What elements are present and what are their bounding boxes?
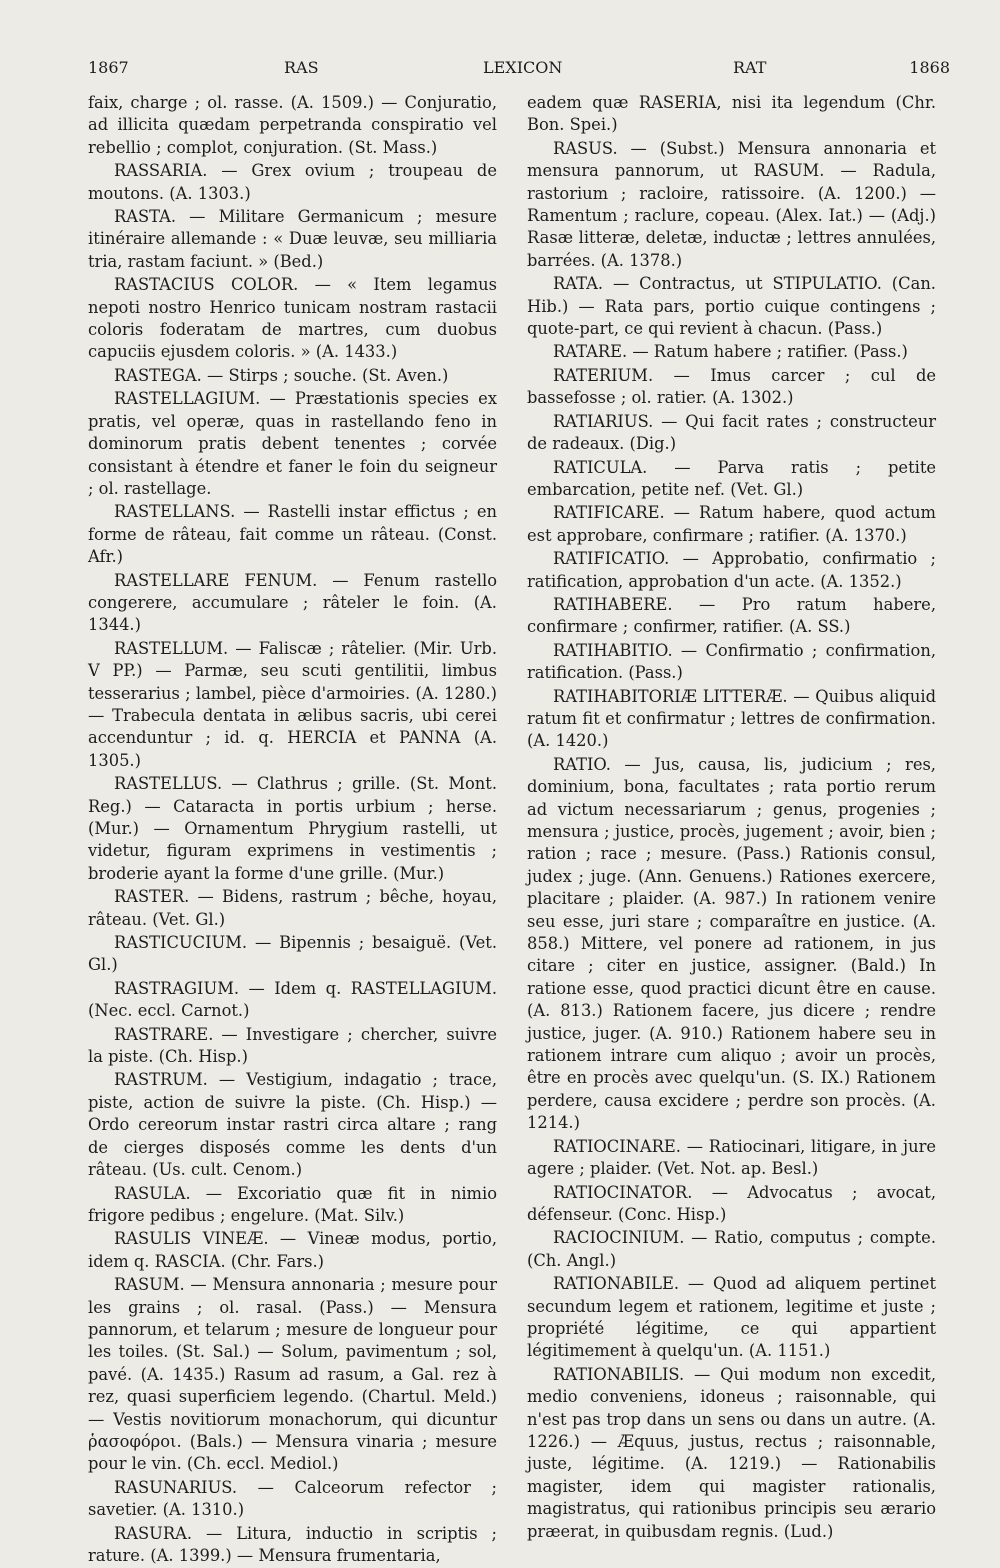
guide-word-right: RAT	[733, 58, 767, 77]
dictionary-entry: RATIONABILIS. — Qui modum non excedit, medio conveniens, idoneus ; raisonnable, qui n'est pas trop dans un sens ou dans un autre. (A. 1226.) — Æquus, justus, rectus ; raisonnable, juste, légitime. (A. 1219.) — Rationabilis magister, idem qui magister rationalis, magistratus, qui rationibus principis seu ærario præerat, in quibusdam regnis. (Lud.)	[527, 1364, 936, 1541]
right-column	[527, 92, 936, 1568]
dictionary-entry: eadem quæ RASERIA, nisi ita legendum (Chr. Bon. Spei.)	[527, 93, 936, 135]
left-column	[88, 92, 497, 1568]
page-number-right: 1868	[909, 58, 950, 77]
dictionary-entry: RASUS. — (Subst.) Mensura annonaria et mensura pannorum, ut RASUM. — Radula, rastorium ; racloire, ratissoire. (A. 1200.) — Ramentum ; raclure, copeau. (Alex. Iat.) — (Adj.) Rasæ litteræ, deletæ, inductæ ; lettres annulées, barrées. (A. 1378.)	[527, 138, 936, 270]
dictionary-entry: RATICULA. — Parva ratis ; petite embarcation, petite nef. (Vet. Gl.)	[527, 457, 936, 499]
dictionary-entry: RASULA. — Excoriatio quæ fit in nimio frigore pedibus ; engelure. (Mat. Silv.)	[88, 1183, 497, 1225]
page-number-left: 1867	[88, 58, 129, 77]
dictionary-entry: RASTELLUM. — Faliscæ ; râtelier. (Mir. Urb. V PP.) — Parmæ, seu scuti gentilitii, limbus tesserarius ; lambel, pièce d'armoiries. (A. 1280.) — Trabecula dentata in ælibus sacris, ubi cerei accenduntur ; id. q. HERCIA et PANNA (A. 1305.)	[88, 638, 497, 770]
dictionary-entry: RASTRUM. — Vestigium, indagatio ; trace, piste, action de suivre la piste. (Ch. Hisp.) — Ordo cereorum instar rastri circa altare ; rang de cierges disposés comme les dents d'un râteau. (Us. cult. Cenom.)	[88, 1070, 497, 1180]
running-title: LEXICON	[483, 58, 563, 77]
dictionary-entry: RASUM. — Mensura annonaria ; mesure pour les grains ; ol. rasal. (Pass.) — Mensura pannorum, et telarum ; mesure de longueur pour les toiles. (St. Sal.) — Solum, pavimentum ; sol, pavé. (A. 1435.) Rasum ad rasum, a Gal. rez à rez, quasi superficiem legendo. (Chartul. Meld.) — Vestis novitiorum monachorum, qui dicuntur ῥασοφόροι. (Bals.) — Mensura vinaria ; mesure pour le vin. (Ch. eccl. Mediol.)	[88, 1275, 497, 1474]
dictionary-entry: RASTACIUS COLOR. — « Item legamus nepoti nostro Henrico tunicam nostram rastacii coloris foderatam de martres, cum duobus capuciis ejusdem coloris. » (A. 1433.)	[88, 275, 497, 362]
dictionary-entry: RATIOCINARE. — Ratiocinari, litigare, in jure agere ; plaider. (Vet. Not. ap. Besl.)	[527, 1136, 936, 1179]
dictionary-entry: RASTRAGIUM. — Idem q. RASTELLAGIUM. (Nec. eccl. Carnot.)	[88, 978, 497, 1021]
dictionary-entry: RATA. — Contractus, ut STIPULATIO. (Can. Hib.) — Rata pars, portio cuique contingens ; quote-part, ce qui revient à chacun. (Pass.)	[527, 274, 936, 339]
dictionary-entry: RASTA. — Militare Germanicum ; mesure itinéraire allemande : « Duæ leuvæ, seu milliaria tria, rastam faciunt. » (Bed.)	[88, 207, 497, 271]
dictionary-entry: RASTELLAGIUM. — Præstationis species ex pratis, vel operæ, quas in rastellando feno in dominorum pratis debent tenentes ; corvée consistant à étendre et faner le foin du seigneur ; ol. rastellage.	[88, 389, 497, 498]
dictionary-entry: RATIOCINATOR. — Advocatus ; avocat, défenseur. (Conc. Hisp.)	[527, 1182, 936, 1224]
dictionary-entry: RASTELLUS. — Clathrus ; grille. (St. Mont. Reg.) — Cataracta in portis urbium ; herse. (Mur.) — Ornamentum Phrygium rastelli, ut videtur, figuram exprimens in vestimentis ; broderie ayant la forme d'une grille. (Mur.)	[88, 774, 497, 883]
dictionary-entry: RASUNARIUS. — Calceorum refector ; savetier. (A. 1310.)	[88, 1477, 497, 1520]
dictionary-entry: RATIHABITIO. — Confirmatio ; confirmation, ratification. (Pass.)	[527, 640, 936, 683]
dictionary-entry: RASULIS VINEÆ. — Vineæ modus, portio, idem q. RASCIA. (Chr. Fars.)	[88, 1229, 497, 1271]
dictionary-entry: RASTRARE. — Investigare ; chercher, suivre la piste. (Ch. Hisp.)	[88, 1024, 497, 1067]
dictionary-entry: RASTELLANS. — Rastelli instar effictus ; en forme de râteau, fait comme un râteau. (Const. Afr.)	[88, 502, 497, 567]
dictionary-entry: RASSARIA. — Grex ovium ; troupeau de moutons. (A. 1303.)	[88, 161, 497, 203]
dictionary-entry: RASURA. — Litura, inductio in scriptis ; rature. (A. 1399.) — Mensura frumentaria,	[88, 1523, 497, 1565]
dictionary-entry: RATIFICATIO. — Approbatio, confirmatio ; ratification, approbation d'un acte. (A. 1352.)	[527, 549, 936, 591]
dictionary-entry: RATIO. — Jus, causa, lis, judicium ; res, dominium, bona, facultates ; rata portio rerum ad victum necessariarum ; genus, progenies ; mensura ; justice, procès, jugement ; avoir, bien ; ration ; race ; mesure. (Pass.) Rationis consul, judex ; juge. (Ann. Genuens.) Rationes exercere, placitare ; plaider. (A. 987.) In rationem venire seu esse, juri stare ; comparaître en justice. (A. 858.) Mittere, vel ponere ad rationem, in jus citare ; citer en justice, assigner. (Bald.) In ratione esse, quod practici dicunt être en cause. (A. 813.) Rationem facere, jus dicere ; rendre justice, juger. (A. 910.) Rationem habere seu in rationem intrare cum aliquo ; avoir un procès, être en procès avec quelqu'un. (S. IX.) Rationem perdere, causa excidere ; perdre son procès. (A. 1214.)	[527, 754, 936, 1133]
dictionary-entry: RATERIUM. — Imus carcer ; cul de bassefosse ; ol. ratier. (A. 1302.)	[527, 365, 936, 408]
dictionary-entry: RATIARIUS. — Qui facit rates ; constructeur de radeaux. (Dig.)	[527, 411, 936, 454]
dictionary-entry: RATIFICARE. — Ratum habere, quod actum est approbare, confirmare ; ratifier. (A. 1370.)	[527, 503, 936, 545]
dictionary-entry: faix, charge ; ol. rasse. (A. 1509.) — Conjuratio, ad illicita quædam perpetranda conspiratio vel rebellio ; complot, conjuration. (St. Mass.)	[88, 93, 497, 157]
dictionary-entry: RASTICUCIUM. — Bipennis ; besaiguë. (Vet. Gl.)	[88, 933, 497, 975]
dictionary-entry: RATIONABILE. — Quod ad aliquem pertinet secundum legem et rationem, legitime et juste ; propriété légitime, ce qui appartient légitimement à quelqu'un. (A. 1151.)	[527, 1274, 936, 1361]
dictionary-entry: RACIOCINIUM. — Ratio, computus ; compte. (Ch. Angl.)	[527, 1228, 936, 1270]
dictionary-entry: RATARE. — Ratum habere ; ratifier. (Pass.)	[553, 342, 908, 362]
dictionary-entry: RATIHABITORIÆ LITTERÆ. — Quibus aliquid ratum fit et confirmatur ; lettres de confirmation. (A. 1420.)	[527, 686, 936, 751]
dictionary-entry: RATIHABERE. — Pro ratum habere, confirmare ; confirmer, ratifier. (A. SS.)	[527, 594, 936, 637]
dictionary-entry: RASTEGA. — Stirps ; souche. (St. Aven.)	[114, 365, 449, 385]
dictionary-entry: RASTELLARE FENUM. — Fenum rastello congerere, accumulare ; râteler le foin. (A. 1344.)	[88, 570, 497, 635]
running-header	[88, 50, 950, 80]
guide-word-left: RAS	[284, 58, 319, 77]
dictionary-entry: RASTER. — Bidens, rastrum ; bêche, hoyau, râteau. (Vet. Gl.)	[88, 887, 497, 929]
